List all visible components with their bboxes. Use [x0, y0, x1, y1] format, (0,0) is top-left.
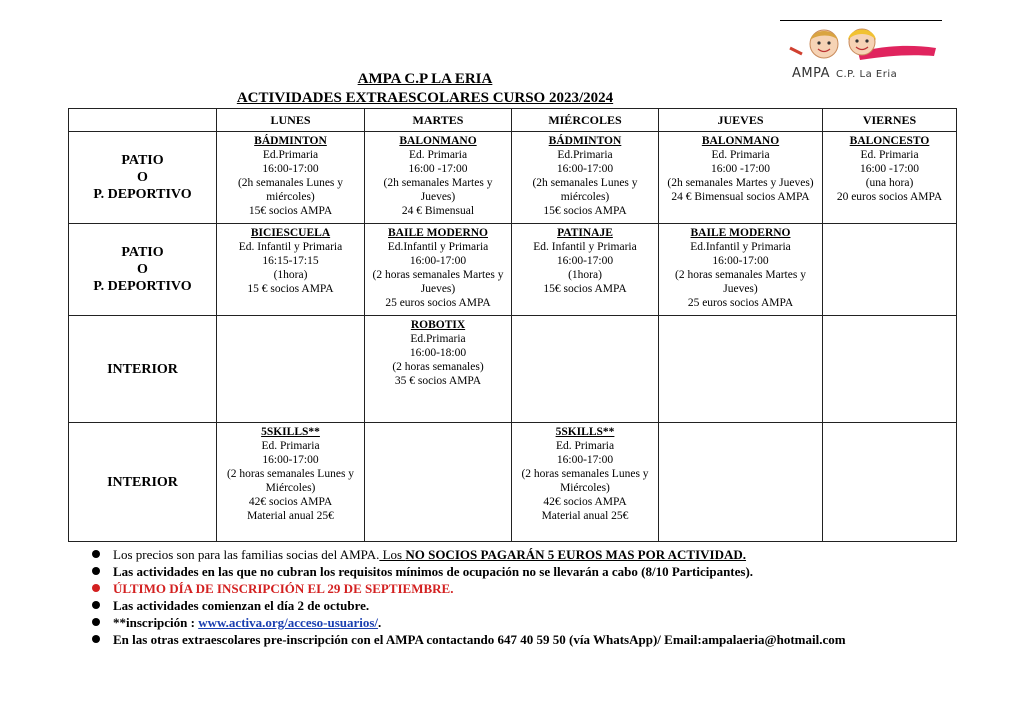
row-label — [69, 316, 217, 423]
activity-name: BICIESCUELA — [250, 227, 331, 239]
note-item — [92, 546, 992, 563]
header-row — [69, 109, 957, 132]
logo-ampa: AMPA — [792, 66, 831, 81]
activity-line: 16:00-17:00 — [556, 255, 614, 267]
activity-line: 42€ socios AMPA — [248, 496, 333, 508]
activity-line: 15€ socios AMPA — [543, 283, 627, 295]
activity-line: Ed. Primaria — [555, 440, 615, 452]
table-row — [69, 423, 957, 542]
corner-cell — [69, 109, 217, 132]
activity-cell — [217, 224, 365, 316]
row-label-line: O — [137, 170, 148, 185]
activity-cell — [659, 224, 823, 316]
activity-line: 16:00-17:00 — [556, 454, 614, 466]
row-label-line: PATIO — [121, 245, 164, 260]
activity-cell — [512, 224, 659, 316]
logo-school: C.P. La Eria — [836, 69, 898, 80]
note-text: ÚLTIMO DÍA DE INSCRIPCIÓN EL 29 DE SEPTIEMBRE. — [113, 581, 454, 596]
activity-line: (2 horas semanales) — [392, 361, 484, 373]
empty-cell — [217, 316, 365, 423]
table-row — [69, 132, 957, 224]
activity-line: (2 horas semanales Martes y Jueves) — [372, 269, 504, 295]
note-text: Las actividades comienzan el día 2 de octubre. — [113, 598, 370, 613]
activity-cell — [659, 132, 823, 224]
day-header: VIERNES — [823, 109, 957, 132]
row-label — [69, 224, 217, 316]
day-header: MARTES — [365, 109, 512, 132]
note-item — [92, 563, 992, 580]
note-text: **inscripción : — [113, 615, 199, 630]
activity-name: BALONMANO — [701, 135, 780, 147]
activity-cell — [217, 132, 365, 224]
activity-line: (2h semanales Lunes y miércoles) — [532, 177, 638, 203]
row-label — [69, 423, 217, 542]
note-text: Los precios son para las familias socias del AMPA. — [113, 547, 380, 562]
activity-line: Ed.Primaria — [410, 333, 466, 345]
activity-line: Ed. Primaria — [711, 149, 770, 161]
activity-cell — [217, 423, 365, 542]
activity-line: (1hora) — [273, 269, 308, 281]
empty-cell — [512, 316, 659, 423]
note-item — [92, 631, 992, 648]
activity-line: 15€ socios AMPA — [248, 205, 333, 217]
note-item — [92, 597, 992, 614]
note-text: Las actividades en las que no cubran los requisitos mínimos de ocupación no se llevarán a cabo (8/10 Participantes). — [113, 564, 754, 579]
note-text: NO SOCIOS PAGARÁN 5 EUROS MAS POR ACTIVIDAD. — [405, 547, 747, 562]
activity-line: (2h semanales Martes y Jueves) — [667, 177, 814, 189]
activity-name: 5SKILLS** — [261, 426, 320, 438]
activity-name: BALONMANO — [399, 135, 477, 147]
logo-rule — [780, 20, 942, 21]
activity-cell — [365, 224, 512, 316]
activity-line: Ed. Infantil y Primaria — [533, 241, 637, 253]
activity-line: 16:00 -17:00 — [859, 163, 920, 175]
activity-name: ROBOTIX — [410, 319, 466, 331]
activity-line: 16:15-17:15 — [262, 255, 319, 267]
activity-line: (2h semanales Martes y Jueves) — [383, 177, 493, 203]
row-label-line: INTERIOR — [107, 474, 178, 490]
activity-line: (2 horas semanales Martes y Jueves) — [675, 269, 806, 295]
activity-name: BALONCESTO — [849, 135, 930, 147]
table-row — [69, 316, 957, 423]
activity-cell — [512, 423, 659, 542]
activity-line: 16:00-17:00 — [409, 255, 467, 267]
row-label — [69, 132, 217, 224]
activity-line: Ed. Infantil y Primaria — [238, 241, 343, 253]
activity-line: 15 € socios AMPA — [247, 283, 334, 295]
day-header: MIÉRCOLES — [512, 109, 659, 132]
activity-line: 35 € socios AMPA — [394, 375, 482, 387]
note-item — [92, 580, 992, 597]
empty-cell — [823, 316, 957, 423]
note-text: En las otras extraescolares pre-inscripción con el AMPA contactando 647 40 59 50 (vía WhatsApp)/ Email:ampalaeria@hotmail.com — [113, 632, 846, 647]
activity-line: Ed. Primaria — [261, 440, 320, 452]
activity-line: (2 horas semanales Lunes y Miércoles) — [226, 468, 355, 494]
activity-line: (2h semanales Lunes y miércoles) — [237, 177, 344, 203]
activity-cell — [512, 132, 659, 224]
empty-cell — [365, 423, 512, 542]
activity-line: Ed.Primaria — [262, 149, 319, 161]
activity-cell — [365, 132, 512, 224]
activity-line: Ed.Infantil y Primaria — [690, 241, 791, 253]
activity-line: 15€ socios AMPA — [543, 205, 627, 217]
table-row — [69, 224, 957, 316]
activity-line: Material anual 25€ — [541, 510, 629, 522]
activity-line: 16:00 -17:00 — [710, 163, 771, 175]
activity-line: (2 horas semanales Lunes y Miércoles) — [521, 468, 649, 494]
day-header: LUNES — [217, 109, 365, 132]
activity-line: Ed. Primaria — [408, 149, 468, 161]
activity-line: 42€ socios AMPA — [543, 496, 627, 508]
activity-line: Ed. Primaria — [860, 149, 919, 161]
activity-line: Ed.Primaria — [557, 149, 613, 161]
row-label-line: O — [137, 262, 148, 277]
activity-name: BÁDMINTON — [254, 135, 327, 147]
page-subtitle: ACTIVIDADES EXTRAESCOLARES CURSO 2023/2024 — [236, 90, 614, 106]
activity-line: 24 € Bimensual socios AMPA — [671, 191, 810, 203]
day-header: JUEVES — [659, 109, 823, 132]
activity-line: 20 euros socios AMPA — [836, 191, 943, 203]
activity-name: PATINAJE — [557, 227, 613, 239]
empty-cell — [823, 423, 957, 542]
activity-line: Material anual 25€ — [247, 510, 334, 522]
registration-link[interactable]: www.activa.org/acceso-usuarios/ — [198, 615, 379, 630]
activity-line: 25 euros socios AMPA — [385, 297, 491, 309]
activity-line: 24 € Bimensual — [401, 205, 475, 217]
row-label-line: P. DEPORTIVO — [93, 187, 192, 202]
activity-line: 16:00-17:00 — [556, 163, 614, 175]
page-title: AMPA C.P LA ERIA — [357, 71, 493, 87]
empty-cell — [659, 423, 823, 542]
schedule-table — [68, 108, 957, 542]
activity-line: 16:00-18:00 — [409, 347, 467, 359]
activity-name: BAILE MODERNO — [690, 227, 791, 239]
activity-line: 16:00-17:00 — [712, 255, 769, 267]
activity-name: BAILE MODERNO — [388, 227, 488, 239]
activity-line: 16:00 -17:00 — [408, 163, 468, 175]
note-text: Los — [379, 547, 406, 562]
note-item — [92, 614, 992, 631]
activity-cell — [823, 132, 957, 224]
activity-line: (1hora) — [568, 269, 602, 281]
activity-cell — [365, 316, 512, 423]
row-label-line: P. DEPORTIVO — [93, 279, 192, 294]
notes-list — [92, 546, 992, 648]
activity-line: (una hora) — [865, 177, 914, 189]
empty-cell — [659, 316, 823, 423]
note-text: . — [378, 615, 382, 630]
activity-name: BÁDMINTON — [548, 135, 622, 147]
row-label-line: INTERIOR — [107, 361, 178, 377]
activity-line: 16:00-17:00 — [262, 454, 319, 466]
empty-cell — [823, 224, 957, 316]
activity-name: 5SKILLS** — [555, 426, 615, 438]
activity-line: 25 euros socios AMPA — [687, 297, 794, 309]
row-label-line: PATIO — [121, 153, 164, 168]
children-illustration — [788, 26, 938, 68]
activity-line: Ed.Infantil y Primaria — [387, 241, 489, 253]
activity-line: 16:00-17:00 — [262, 163, 319, 175]
